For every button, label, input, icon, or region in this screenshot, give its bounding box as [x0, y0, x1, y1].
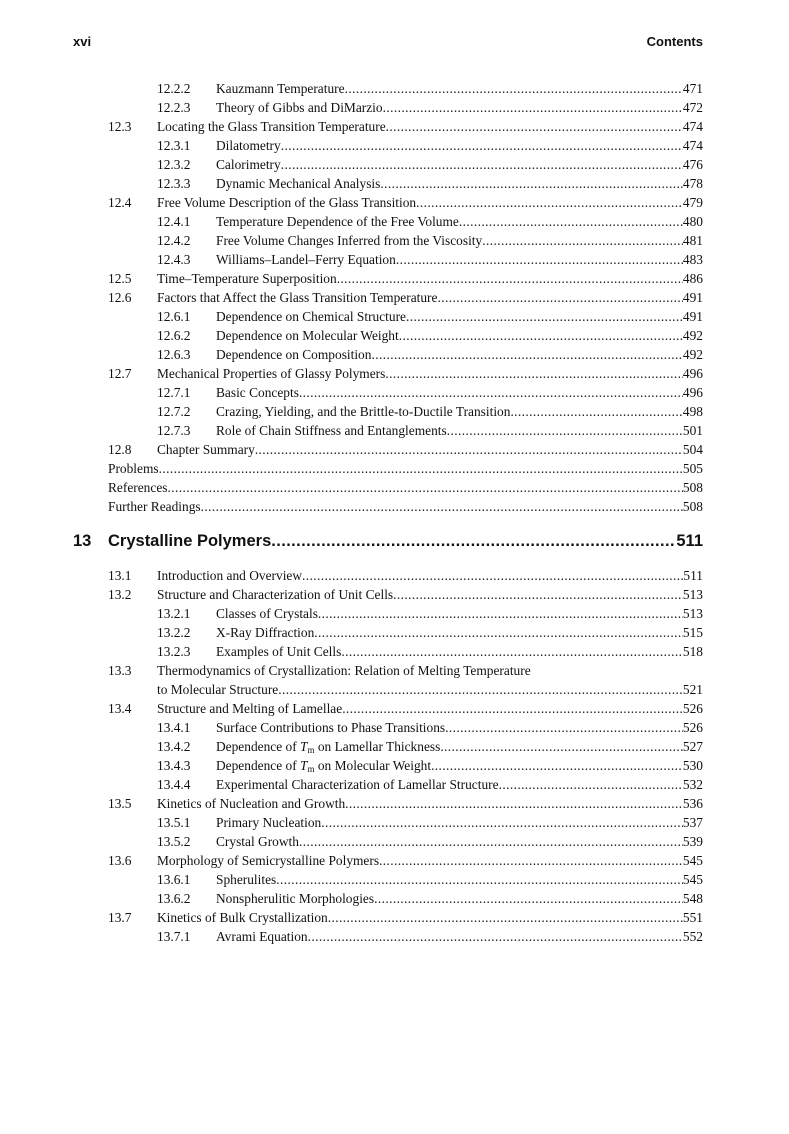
dot-leader — [342, 699, 683, 718]
entry-page: 472 — [682, 100, 703, 115]
entry-page: 471 — [682, 81, 703, 96]
entry-page: 511 — [683, 568, 703, 583]
entry-title-line — [216, 98, 703, 117]
entry-page: 498 — [682, 404, 703, 419]
entry-number: 13.6.2 — [157, 891, 191, 906]
entry-title-line — [216, 889, 703, 908]
entry-title: Mechanical Properties of Glassy Polymers — [157, 366, 386, 381]
entry-title-line — [216, 870, 703, 889]
entry-title-line — [216, 402, 703, 421]
dot-leader — [299, 383, 683, 402]
toc-entry[interactable] — [0, 174, 789, 193]
entry-page: 548 — [682, 891, 703, 906]
dot-leader — [255, 440, 683, 459]
toc-entry[interactable] — [0, 231, 789, 250]
dot-leader — [276, 870, 683, 889]
entry-number: 13.4 — [108, 701, 132, 716]
entry-page: 518 — [682, 644, 703, 659]
entry-number: 12.3.2 — [157, 157, 191, 172]
toc-entry[interactable] — [0, 421, 789, 440]
toc-entry-continuation[interactable] — [0, 680, 789, 699]
toc-entry[interactable] — [0, 889, 789, 908]
dot-leader — [318, 604, 683, 623]
entry-page: 508 — [682, 480, 703, 495]
entry-number: 13.5.2 — [157, 834, 191, 849]
dot-leader — [281, 136, 683, 155]
entry-title-line — [157, 269, 703, 288]
entry-title-line — [216, 832, 703, 851]
entry-number: 12.2.2 — [157, 81, 191, 96]
entry-title-line — [108, 459, 703, 478]
entry-title: Experimental Characterization of Lamellar Structure — [216, 777, 499, 792]
entry-title: Dependence on Molecular Weight — [216, 328, 399, 343]
entry-title-line — [216, 421, 703, 440]
entry-title: Crazing, Yielding, and the Brittle-to-Ductile Transition — [216, 404, 511, 419]
toc-entry[interactable] — [0, 98, 789, 117]
entry-title-line — [157, 680, 703, 699]
dot-leader — [328, 908, 683, 927]
entry-page: 491 — [682, 290, 703, 305]
chapter-number: 13 — [73, 532, 92, 550]
entry-title-line — [108, 497, 703, 516]
entry-number: 13.4.3 — [157, 758, 191, 773]
entry-title-line — [157, 851, 703, 870]
entry-title: Problems — [108, 461, 159, 476]
entry-page: 496 — [682, 385, 703, 400]
toc-entry[interactable] — [0, 813, 789, 832]
entry-title: Nonspherulitic Morphologies — [216, 891, 375, 906]
toc-entry[interactable] — [0, 775, 789, 794]
dot-leader — [341, 642, 683, 661]
page-number-label: xvi — [73, 34, 92, 49]
toc-section-chapter-12 — [0, 79, 789, 516]
entry-title: Role of Chain Stiffness and Entanglements — [216, 423, 447, 438]
entry-number: 12.7.2 — [157, 404, 191, 419]
dot-leader — [201, 497, 683, 516]
toc-entry[interactable] — [0, 478, 789, 497]
running-head: Contents — [646, 34, 703, 49]
entry-title-line — [157, 585, 703, 604]
entry-page: 478 — [682, 176, 703, 191]
entry-page: 539 — [682, 834, 703, 849]
entry-page: 552 — [682, 929, 703, 944]
entry-title-line — [216, 231, 703, 250]
entry-number: 13.6 — [108, 853, 132, 868]
entry-title-line — [216, 79, 703, 98]
entry-number: 12.3.1 — [157, 138, 191, 153]
entry-number: 13.7 — [108, 910, 132, 925]
entry-page: 508 — [682, 499, 703, 514]
toc-entry[interactable] — [0, 269, 789, 288]
entry-title: to Molecular Structure — [157, 682, 279, 697]
entry-number: 12.6.3 — [157, 347, 191, 362]
entry-title-line — [216, 813, 703, 832]
entry-title: Crystal Growth — [216, 834, 299, 849]
entry-page: 526 — [682, 720, 703, 735]
dot-leader — [321, 813, 683, 832]
entry-title-line — [216, 136, 703, 155]
entry-title: Examples of Unit Cells — [216, 644, 342, 659]
symbol-t: T — [300, 739, 308, 754]
toc-entry[interactable] — [0, 851, 789, 870]
entry-page: 527 — [682, 739, 703, 754]
entry-title: Dilatometry — [216, 138, 281, 153]
entry-title-line — [157, 364, 703, 383]
entry-title-line — [157, 699, 703, 718]
entry-title: Avrami Equation — [216, 929, 308, 944]
entry-title: Locating the Glass Transition Temperature — [157, 119, 386, 134]
entry-number: 13.5.1 — [157, 815, 191, 830]
entry-page: 476 — [682, 157, 703, 172]
entry-page: 532 — [682, 777, 703, 792]
dot-leader — [447, 421, 683, 440]
entry-title: Structure and Melting of Lamellae — [157, 701, 343, 716]
entry-title: Further Readings — [108, 499, 201, 514]
dot-leader — [437, 288, 682, 307]
entry-page: 480 — [682, 214, 703, 229]
entry-title-line — [216, 718, 703, 737]
entry-title-line — [216, 250, 703, 269]
toc-entry[interactable] — [0, 364, 789, 383]
entry-number: 12.4.1 — [157, 214, 191, 229]
symbol-t: T — [300, 758, 308, 773]
entry-number: 12.7 — [108, 366, 132, 381]
dot-leader — [278, 680, 683, 699]
entry-title: Factors that Affect the Glass Transition Temperature — [157, 290, 438, 305]
entry-page: 479 — [682, 195, 703, 210]
entry-title: Spherulites — [216, 872, 277, 887]
entry-page: 504 — [682, 442, 703, 457]
entry-title-line — [157, 566, 703, 585]
entry-number: 13.2.1 — [157, 606, 191, 621]
dot-leader — [459, 212, 683, 231]
entry-number: 12.7.3 — [157, 423, 191, 438]
entry-title-line — [108, 478, 703, 497]
entry-title: Morphology of Semicrystalline Polymers — [157, 853, 380, 868]
toc-section-chapter-13-c — [0, 775, 789, 946]
entry-title-line — [157, 117, 703, 136]
entry-page: 474 — [682, 138, 703, 153]
entry-title: Free Volume Description of the Glass Transition — [157, 195, 417, 210]
toc-entry[interactable] — [0, 756, 789, 775]
toc-section-chapter-13-b — [0, 699, 789, 737]
entry-page: 513 — [682, 606, 703, 621]
dot-leader — [406, 307, 683, 326]
entry-title: Temperature Dependence of the Free Volume — [216, 214, 459, 229]
entry-page: 513 — [682, 587, 703, 602]
entry-title: Classes of Crystals — [216, 606, 318, 621]
entry-number: 12.6.2 — [157, 328, 191, 343]
entry-title-text: on Molecular Weight — [314, 758, 432, 773]
toc-entry[interactable] — [0, 927, 789, 946]
entry-page: 496 — [682, 366, 703, 381]
table-of-contents — [0, 79, 789, 946]
entry-title: Kauzmann Temperature — [216, 81, 345, 96]
dot-leader — [385, 364, 683, 383]
entry-page: 501 — [682, 423, 703, 438]
toc-entry[interactable] — [0, 604, 789, 623]
entry-number: 13.4.2 — [157, 739, 191, 754]
dot-leader — [383, 98, 683, 117]
entry-number: 13.4.4 — [157, 777, 191, 792]
entry-title-line — [216, 212, 703, 231]
symbol-subscript: m — [307, 745, 315, 755]
entry-title-line — [216, 927, 703, 946]
toc-entry[interactable] — [0, 212, 789, 231]
dot-leader — [271, 532, 676, 551]
entry-number: 12.3 — [108, 119, 132, 134]
toc-entry[interactable] — [0, 661, 789, 680]
dot-leader — [314, 623, 683, 642]
entry-number: 12.6 — [108, 290, 132, 305]
chapter-heading[interactable] — [0, 518, 789, 566]
toc-entry[interactable] — [0, 79, 789, 98]
toc-entry[interactable] — [0, 288, 789, 307]
dot-leader — [379, 851, 683, 870]
entry-title-line — [216, 345, 703, 364]
entry-title: Kinetics of Nucleation and Growth — [157, 796, 346, 811]
entry-page: 545 — [682, 872, 703, 887]
toc-entry[interactable] — [0, 307, 789, 326]
entry-title: Basic Concepts — [216, 385, 299, 400]
entry-title-line — [216, 174, 703, 193]
dot-leader — [337, 269, 683, 288]
entry-page: 486 — [682, 271, 703, 286]
entry-page: 483 — [682, 252, 703, 267]
chapter-page: 511 — [676, 532, 703, 550]
entry-number: 13.2 — [108, 587, 132, 602]
entry-title-line — [157, 288, 703, 307]
toc-entry[interactable] — [0, 497, 789, 516]
toc-entry[interactable] — [0, 566, 789, 585]
entry-number: 13.7.1 — [157, 929, 191, 944]
toc-entry[interactable] — [0, 440, 789, 459]
entry-number: 13.2.2 — [157, 625, 191, 640]
entry-title-line — [216, 642, 703, 661]
entry-title: Thermodynamics of Crystallization: Relation of Melting Temperature — [157, 663, 531, 678]
toc-entry[interactable] — [0, 459, 789, 478]
entry-title: Dynamic Mechanical Analysis — [216, 176, 381, 191]
entry-page: 521 — [682, 682, 703, 697]
entry-title-line — [157, 193, 703, 212]
dot-leader — [393, 585, 683, 604]
dot-leader — [281, 155, 683, 174]
dot-leader — [345, 79, 683, 98]
entry-title-text: Dependence of — [216, 739, 301, 754]
entry-title-line — [216, 155, 703, 174]
dot-leader — [159, 459, 683, 478]
dot-leader — [445, 718, 683, 737]
toc-entry[interactable] — [0, 326, 789, 345]
dot-leader — [374, 889, 683, 908]
dot-leader — [299, 832, 683, 851]
entry-title-text: on Lamellar Thickness — [314, 739, 441, 754]
dot-leader — [396, 250, 683, 269]
symbol-subscript: m — [307, 764, 315, 774]
toc-entry[interactable] — [0, 794, 789, 813]
entry-title: References — [108, 480, 168, 495]
entry-title-line — [157, 661, 703, 680]
entry-number: 12.8 — [108, 442, 132, 457]
dot-leader — [482, 231, 683, 250]
dot-leader — [345, 794, 683, 813]
entry-number: 12.6.1 — [157, 309, 191, 324]
toc-entry[interactable] — [0, 585, 789, 604]
entry-title: Surface Contributions to Phase Transitions — [216, 720, 446, 735]
entry-title-line — [216, 383, 703, 402]
entry-number: 12.5 — [108, 271, 132, 286]
entry-page: 551 — [682, 910, 703, 925]
entry-title: Kinetics of Bulk Crystallization — [157, 910, 328, 925]
toc-section-chapter-13-a — [0, 566, 789, 661]
toc-entry[interactable] — [0, 136, 789, 155]
toc-entry[interactable] — [0, 250, 789, 269]
toc-entry[interactable] — [0, 117, 789, 136]
entry-page: 526 — [682, 701, 703, 716]
toc-entry[interactable] — [0, 870, 789, 889]
entry-title-line — [216, 604, 703, 623]
entry-number: 12.7.1 — [157, 385, 191, 400]
entry-title-line — [216, 307, 703, 326]
entry-title: Introduction and Overview — [157, 568, 303, 583]
entry-title: Williams–Landel–Ferry Equation — [216, 252, 396, 267]
entry-title: Primary Nucleation — [216, 815, 322, 830]
entry-number: 13.2.3 — [157, 644, 191, 659]
entry-title: Dependence on Chemical Structure — [216, 309, 406, 324]
entry-number: 12.4.2 — [157, 233, 191, 248]
entry-page: 491 — [682, 309, 703, 324]
entry-page: 537 — [682, 815, 703, 830]
toc-entry[interactable] — [0, 718, 789, 737]
dot-leader — [167, 478, 682, 497]
entry-title: Chapter Summary — [157, 442, 255, 457]
entry-number: 12.4.3 — [157, 252, 191, 267]
entry-title-line — [216, 623, 703, 642]
entry-page: 492 — [682, 347, 703, 362]
entry-title-line — [157, 794, 703, 813]
entry-title-line — [157, 440, 703, 459]
entry-number: 12.2.3 — [157, 100, 191, 115]
toc-entry[interactable] — [0, 699, 789, 718]
dot-leader — [380, 174, 683, 193]
chapter-title: Crystalline Polymers — [108, 532, 272, 550]
entry-title-line — [157, 908, 703, 927]
entry-number: 13.3 — [108, 663, 132, 678]
entry-title-line — [216, 775, 703, 794]
toc-entry[interactable] — [0, 402, 789, 421]
dot-leader — [510, 402, 682, 421]
dot-leader — [302, 566, 683, 585]
toc-entry[interactable] — [0, 832, 789, 851]
entry-title: Calorimetry — [216, 157, 281, 172]
dot-leader — [386, 117, 683, 136]
dot-leader — [399, 326, 683, 345]
entry-page: 545 — [682, 853, 703, 868]
entry-page: 505 — [682, 461, 703, 476]
entry-title: Free Volume Changes Inferred from the Viscosity — [216, 233, 483, 248]
entry-title: Dependence on Composition — [216, 347, 372, 362]
toc-entry[interactable] — [0, 383, 789, 402]
entry-number: 13.5 — [108, 796, 132, 811]
entry-number: 13.1 — [108, 568, 132, 583]
entry-page: 492 — [682, 328, 703, 343]
dot-leader — [308, 927, 683, 946]
dot-leader — [371, 345, 682, 364]
entry-page: 481 — [682, 233, 703, 248]
entry-page: 474 — [682, 119, 703, 134]
entry-page: 515 — [682, 625, 703, 640]
entry-page: 536 — [682, 796, 703, 811]
page-header — [73, 34, 703, 54]
toc-entry[interactable] — [0, 155, 789, 174]
entry-number: 13.6.1 — [157, 872, 191, 887]
entry-title: Time–Temperature Superposition — [157, 271, 337, 286]
chapter-title-line — [108, 532, 703, 551]
toc-entry[interactable] — [0, 737, 789, 756]
dot-leader — [499, 775, 683, 794]
dot-leader — [416, 193, 683, 212]
toc-entry[interactable] — [0, 193, 789, 212]
toc-entry[interactable] — [0, 908, 789, 927]
entry-title-text: Dependence of — [216, 758, 301, 773]
entry-page: 530 — [682, 758, 703, 773]
toc-entry[interactable] — [0, 642, 789, 661]
entry-title: Theory of Gibbs and DiMarzio — [216, 100, 383, 115]
entry-number: 12.4 — [108, 195, 132, 210]
toc-entry[interactable] — [0, 623, 789, 642]
toc-entry[interactable] — [0, 345, 789, 364]
entry-number: 13.4.1 — [157, 720, 191, 735]
entry-title-line — [216, 326, 703, 345]
entry-title: Structure and Characterization of Unit Cells — [157, 587, 394, 602]
entry-title: X-Ray Diffraction — [216, 625, 315, 640]
entry-number: 12.3.3 — [157, 176, 191, 191]
